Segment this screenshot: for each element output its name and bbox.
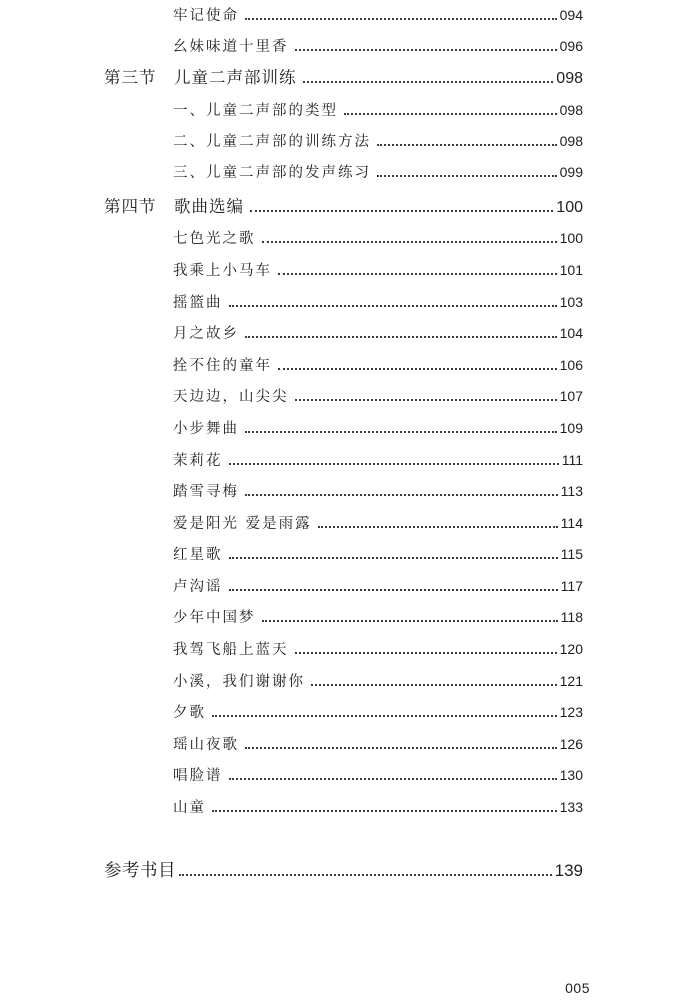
toc-entry-page: 103: [559, 294, 583, 310]
toc-section-page: 100: [556, 199, 583, 216]
dot-leader: [262, 620, 558, 622]
toc-entry-page: 096: [559, 38, 583, 54]
toc-entry-title: 二、儿童二声部的训练方法: [173, 134, 371, 150]
toc-entry-page: 100: [559, 230, 583, 246]
toc-entry[interactable]: [173, 479, 583, 503]
toc-entry[interactable]: [173, 511, 583, 535]
toc-entry[interactable]: [173, 763, 583, 787]
toc-entry-title: 夕歌: [173, 705, 206, 721]
toc-entry-page: 126: [559, 736, 583, 752]
toc-entry-title: 一、儿童二声部的类型: [173, 103, 338, 119]
toc-entry-page: 133: [559, 799, 583, 815]
toc-entry-title: 月之故乡: [173, 326, 239, 342]
dot-leader: [377, 175, 557, 177]
toc-entry-page: 123: [559, 704, 583, 720]
toc-entry-page: 113: [560, 483, 583, 499]
toc-entry[interactable]: [173, 353, 583, 377]
toc-entry[interactable]: [173, 160, 583, 184]
dot-leader: [229, 589, 558, 591]
toc-entry-page: 106: [559, 357, 583, 373]
toc-entry-page: 114: [560, 515, 583, 531]
dot-leader: [311, 684, 557, 686]
toc-entry[interactable]: [173, 542, 583, 566]
toc-section-label: 第四节: [104, 197, 157, 216]
toc-entry-page: 121: [559, 673, 583, 689]
toc-entry[interactable]: [173, 574, 583, 598]
toc-entry[interactable]: [173, 34, 583, 58]
toc-entry[interactable]: [173, 129, 583, 153]
toc-entry[interactable]: [173, 795, 583, 819]
toc-entry-title: 牢记使命: [173, 8, 239, 24]
toc-entry-title: 爱是阳光 爱是雨露: [173, 516, 312, 532]
toc-entry-page: 099: [559, 164, 583, 180]
dot-leader: [262, 241, 557, 243]
toc-entry-title: 摇篮曲: [173, 295, 223, 311]
toc-bibliography-entry[interactable]: [104, 859, 583, 883]
toc-entry-page: 111: [561, 452, 583, 468]
toc-entry[interactable]: [173, 605, 583, 629]
toc-entry-title: 茉莉花: [173, 453, 223, 469]
toc-entry-title: 红星歌: [173, 547, 223, 563]
toc-entry[interactable]: [173, 321, 583, 345]
toc-entry-page: 098: [559, 102, 583, 118]
toc-entry[interactable]: [173, 637, 583, 661]
toc-entry[interactable]: [173, 448, 583, 472]
toc-entry[interactable]: [173, 732, 583, 756]
dot-leader: [212, 810, 557, 812]
toc-entry-page: 117: [560, 578, 583, 594]
toc-entry-title: 山童: [173, 800, 206, 816]
dot-leader: [295, 399, 557, 401]
dot-leader: [377, 144, 557, 146]
toc-entry-page: 098: [559, 133, 583, 149]
toc-entry-title: 少年中国梦: [173, 610, 256, 626]
toc-entry[interactable]: [173, 98, 583, 122]
toc-entry-title: 卢沟谣: [173, 579, 223, 595]
toc-entry-page: 115: [560, 546, 583, 562]
toc-entry-title: 唱脸谱: [173, 768, 223, 784]
toc-section-entry[interactable]: [104, 66, 583, 90]
toc-entry-title: 小步舞曲: [173, 421, 239, 437]
dot-leader: [229, 463, 559, 465]
toc-entry[interactable]: [173, 384, 583, 408]
toc-section-page: 098: [556, 70, 583, 87]
dot-leader: [212, 715, 557, 717]
page-number: 005: [565, 980, 590, 996]
toc-entry-page: 094: [559, 7, 583, 23]
toc-entry[interactable]: [173, 416, 583, 440]
toc-section-title: 歌曲选编: [174, 197, 244, 216]
dot-leader: [278, 368, 557, 370]
dot-leader: [295, 652, 557, 654]
dot-leader: [179, 874, 552, 876]
dot-leader: [295, 49, 557, 51]
toc-entry[interactable]: [173, 700, 583, 724]
dot-leader: [278, 273, 557, 275]
toc-bibliography-page: 139: [554, 861, 583, 880]
dot-leader: [303, 81, 554, 83]
toc-entry-page: 107: [559, 388, 583, 404]
toc-section-entry[interactable]: [104, 195, 583, 219]
toc-entry[interactable]: [173, 226, 583, 250]
dot-leader: [344, 113, 557, 115]
toc-entry-title: 踏雪寻梅: [173, 484, 239, 500]
dot-leader: [250, 210, 553, 212]
toc-entry[interactable]: [173, 3, 583, 27]
dot-leader: [245, 336, 557, 338]
toc-section-label: 第三节: [104, 68, 157, 87]
toc-entry[interactable]: [173, 258, 583, 282]
toc-entry-page: 118: [560, 609, 583, 625]
toc-bibliography-title: 参考书目: [104, 861, 176, 881]
toc-entry-title: 我乘上小马车: [173, 263, 272, 279]
dot-leader: [245, 431, 557, 433]
dot-leader: [318, 526, 558, 528]
toc-entry-page: 101: [559, 262, 583, 278]
toc-entry-page: 130: [559, 767, 583, 783]
toc-entry[interactable]: [173, 669, 583, 693]
toc-entry-title: 拴不住的童年: [173, 358, 272, 374]
toc-entry-title: 我驾飞船上蓝天: [173, 642, 289, 658]
toc-entry-title: 小溪，我们谢谢你: [173, 674, 305, 690]
toc-entry-page: 120: [559, 641, 583, 657]
dot-leader: [229, 557, 558, 559]
toc-section-title: 儿童二声部训练: [174, 68, 297, 87]
toc-entry-page: 109: [559, 420, 583, 436]
dot-leader: [245, 494, 558, 496]
toc-entry-title: 瑶山夜歌: [173, 737, 239, 753]
dot-leader: [229, 778, 557, 780]
dot-leader: [245, 747, 557, 749]
toc-entry-title: 幺妹味道十里香: [173, 39, 289, 55]
dot-leader: [229, 305, 557, 307]
toc-entry-title: 七色光之歌: [173, 231, 256, 247]
dot-leader: [245, 18, 557, 20]
toc-entry-page: 104: [559, 325, 583, 341]
toc-entry-title: 天边边，山尖尖: [173, 389, 289, 405]
toc-entry-title: 三、儿童二声部的发声练习: [173, 165, 371, 181]
toc-entry[interactable]: [173, 290, 583, 314]
